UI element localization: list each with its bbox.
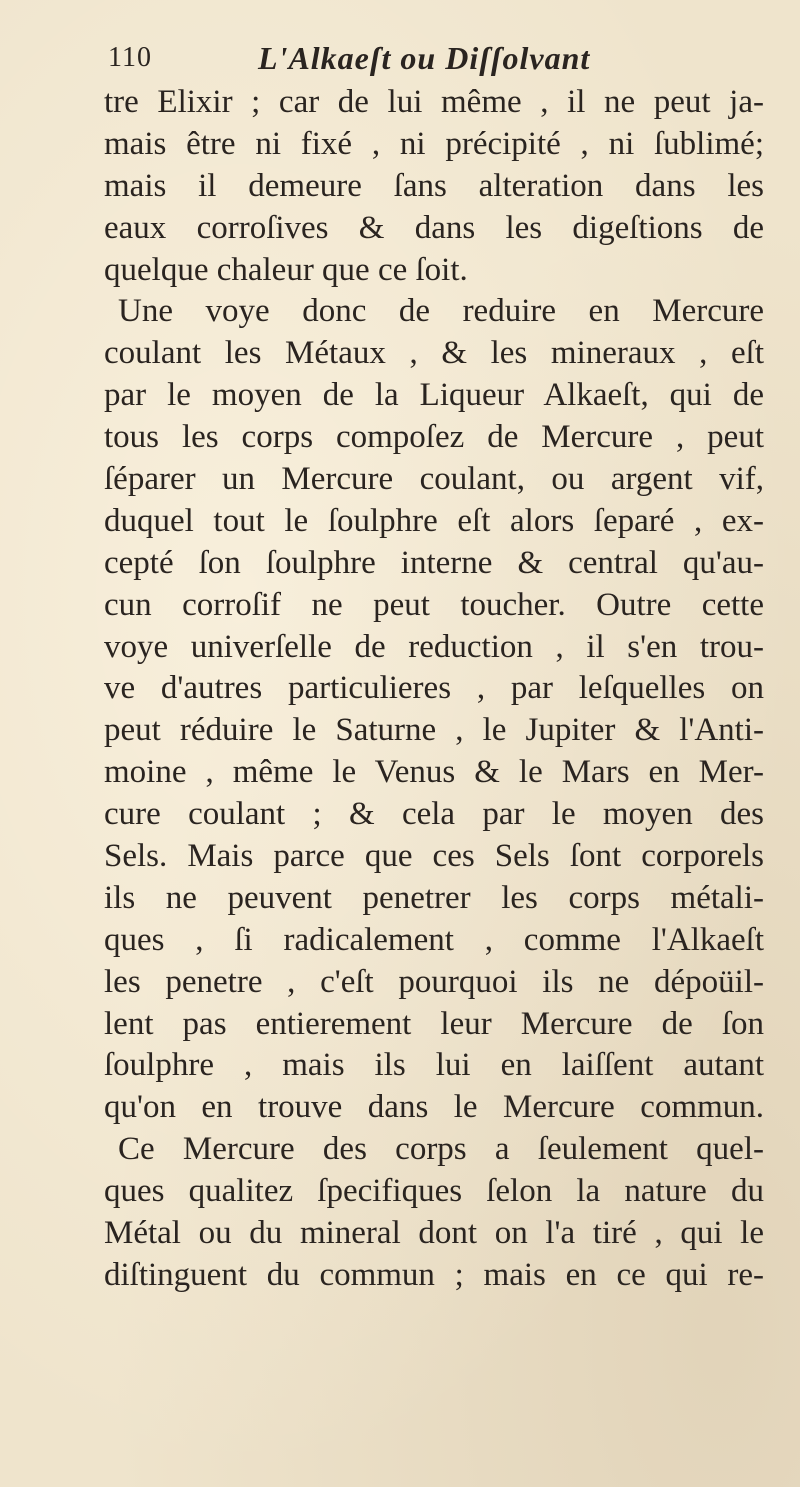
text-line: tous les corps compoſez de Mercure , peut [104,419,764,456]
text-line: eaux corroſives & dans les digeſtions de [104,209,764,246]
text-line: duquel tout le ſoulphre eſt alors ſeparé , ex- [104,502,764,539]
page-number: 110 [108,42,152,73]
text-line: coulant les Métaux , & les mineraux , eſt [104,335,764,372]
text-line: cure coulant ; & cela par le moyen des [104,796,764,833]
text-line: cun corroſif ne peut toucher. Outre cette [104,586,764,623]
text-line: quelque chaleur que ce ſoit. [104,251,468,288]
text-line: ſéparer un Mercure coulant, ou argent vif, [104,461,764,498]
body-text [104,82,764,1297]
text-line: peut réduire le Saturne , le Jupiter & l'Anti- [104,712,764,749]
text-line: ques qualitez ſpecifiques ſelon la nature du [104,1173,764,1210]
text-line: tre Elixir ; car de lui même , il ne peut ja- [104,84,764,120]
page-header [108,38,748,84]
text-line: mais être ni fixé , ni précipité , ni ſublimé; [104,125,764,162]
text-line: par le moyen de la Liqueur Alkaeſt, qui de [104,377,764,414]
text-line: Une voye donc de reduire en Mercure [118,293,764,330]
text-line: lent pas entierement leur Mercure de ſon [104,1005,764,1042]
text-line: voye univerſelle de reduction , il s'en trou- [104,628,764,665]
text-line: cepté ſon ſoulphre interne & central qu'au- [104,544,764,581]
text-line: Métal ou du mineral dont on l'a tiré , qui le [104,1215,764,1252]
text-line: ils ne peuvent penetrer les corps métali- [104,879,764,916]
text-line: ve d'autres particulieres , par leſquelles on [104,670,764,707]
running-title: L'Alkaeſt ou Diſſolvant [258,40,591,76]
text-line: les penetre , c'eſt pourquoi ils ne dépoüil- [104,963,764,1000]
text-line: Sels. Mais parce que ces Sels ſont corporels [104,838,764,875]
text-line: qu'on en trouve dans le Mercure commun. [104,1089,764,1126]
text-line: ques , ſi radicalement , comme l'Alkaeſt [104,921,764,958]
text-line: diſtinguent du commun ; mais en ce qui re- [104,1256,764,1293]
text-line: ſoulphre , mais ils lui en laiſſent autant [104,1047,764,1084]
text-line: Ce Mercure des corps a ſeulement quel- [118,1131,764,1168]
text-line: mais il demeure ſans alteration dans les [104,167,764,204]
text-line: moine , même le Venus & le Mars en Mer- [104,754,764,791]
